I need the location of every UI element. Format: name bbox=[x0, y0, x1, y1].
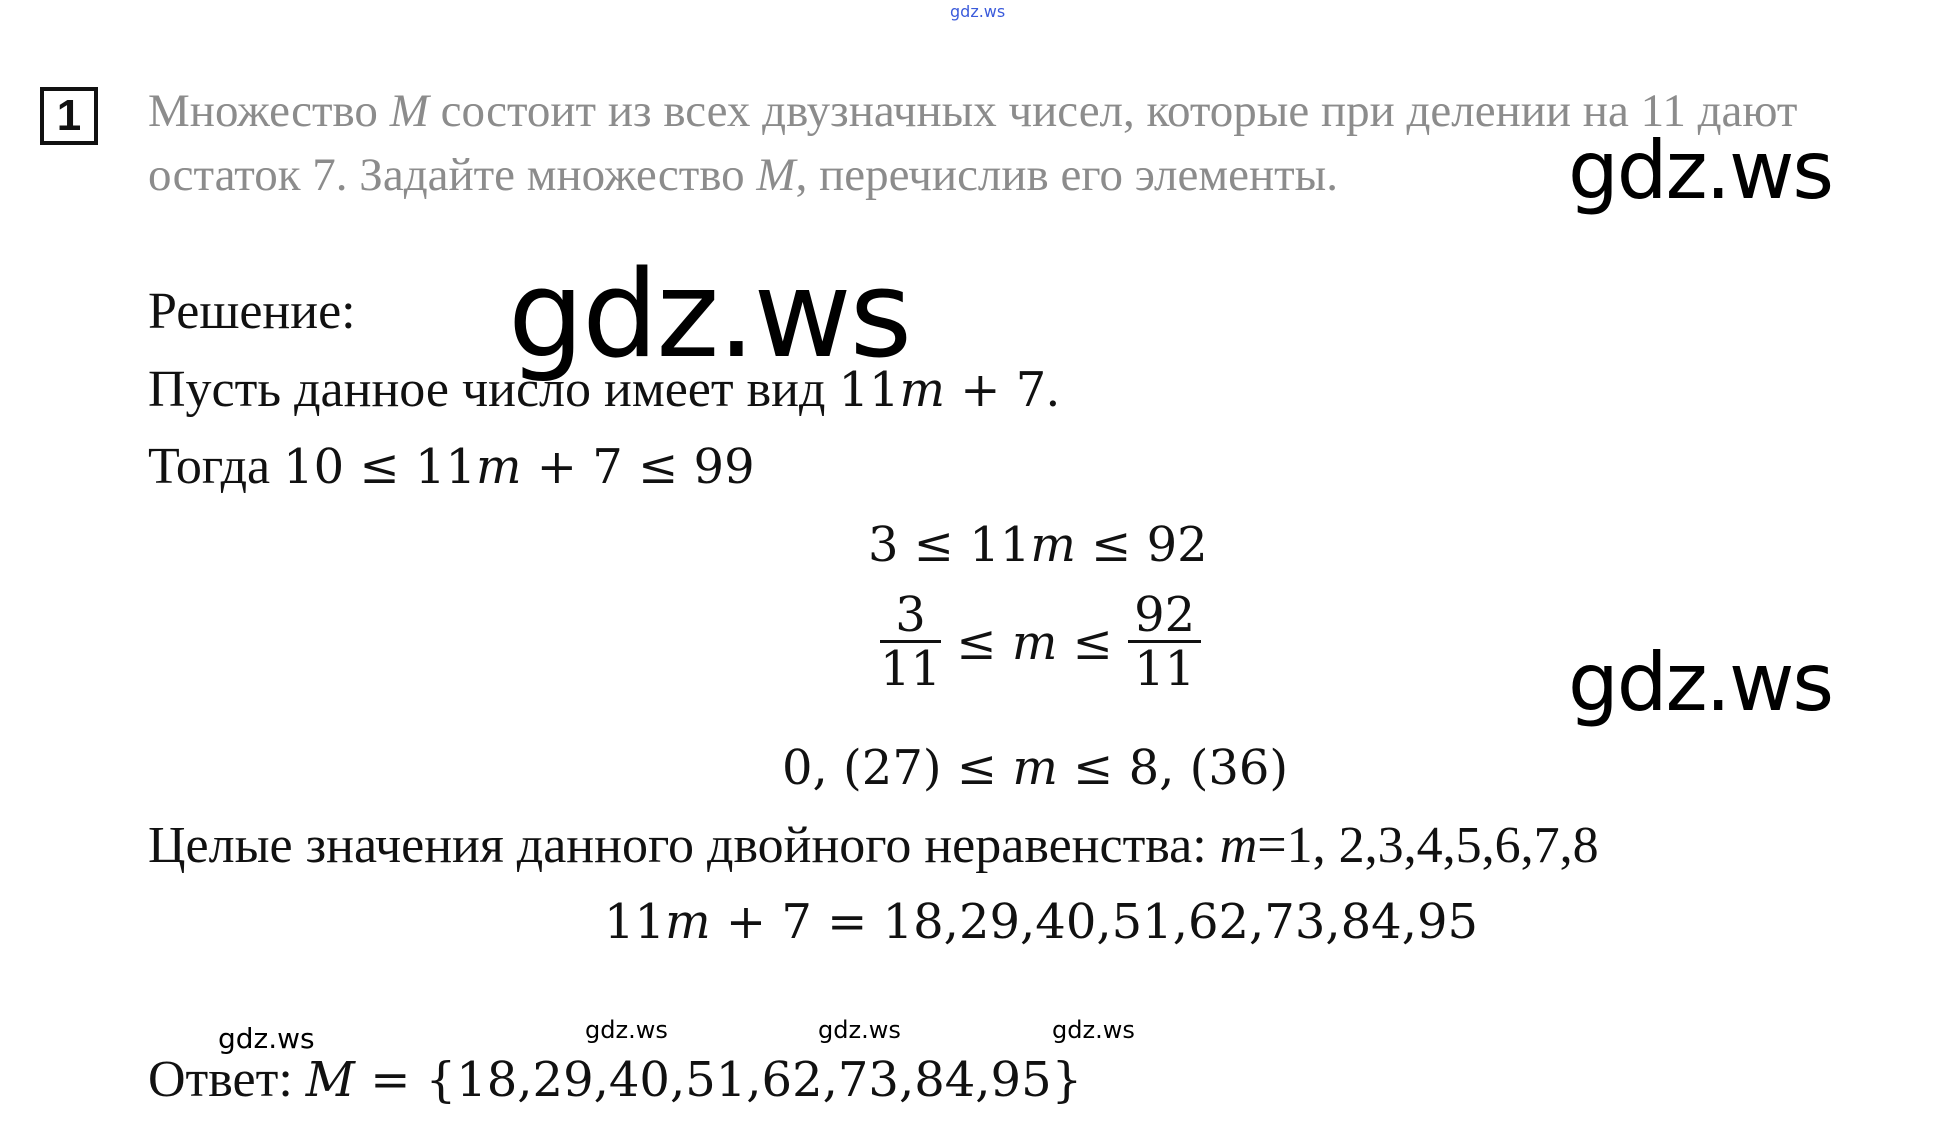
watermark-small: gdz.ws bbox=[218, 1022, 315, 1055]
inequality-1: 3 ≤ 11𝑚 ≤ 92 bbox=[868, 517, 1208, 573]
solution-text: Целые значения данного двойного неравенства: bbox=[148, 817, 1220, 874]
task-text: Множество bbox=[148, 85, 390, 137]
watermark-large: gdz.ws bbox=[508, 246, 911, 385]
fraction-denominator: 11 bbox=[1134, 641, 1196, 698]
task-line-2 bbox=[148, 148, 1338, 202]
values-line: 11𝑚 + 7 = 18,29,40,51,62,73,84,95 bbox=[604, 894, 1479, 950]
solution-heading: Решение: bbox=[148, 283, 356, 340]
solution-line-2 bbox=[148, 437, 755, 496]
fraction-left bbox=[880, 587, 942, 698]
task-line-1 bbox=[148, 84, 1797, 138]
solution-text: Тогда bbox=[148, 438, 284, 495]
solution-text: Пусть данное число имеет вид bbox=[148, 361, 839, 418]
solution-line-1 bbox=[148, 360, 1059, 419]
fraction-right bbox=[1128, 587, 1201, 698]
fraction-middle: ≤ 𝑚 ≤ bbox=[941, 615, 1129, 672]
task-text: , перечислив его элементы. bbox=[795, 149, 1338, 201]
answer-line bbox=[148, 1050, 1082, 1109]
math-expression: 10 ≤ 11𝑚 + 7 ≤ 99 bbox=[283, 439, 755, 495]
integer-values: =1, 2,3,4,5,6,7,8 bbox=[1257, 817, 1599, 874]
answer-label: Ответ: bbox=[148, 1051, 306, 1108]
answer-math: 𝑀 = {18,29,40,51,62,73,84,95} bbox=[305, 1052, 1083, 1108]
task-var: M bbox=[389, 85, 429, 137]
variable-m: m bbox=[1219, 817, 1258, 874]
watermark-top: gdz.ws bbox=[950, 2, 1006, 21]
task-text: остаток 7. Задайте множество bbox=[148, 149, 757, 201]
task-text: состоит из всех двузначных чисел, которые при делении на 11 дают bbox=[428, 85, 1798, 137]
task-number-box bbox=[40, 87, 98, 145]
fraction-numerator: 3 bbox=[880, 590, 941, 643]
math-expression: 11𝑚 + 7 bbox=[838, 362, 1047, 418]
watermark-small: gdz.ws bbox=[818, 1016, 901, 1044]
fraction-numerator: 92 bbox=[1128, 590, 1201, 643]
task-number: 1 bbox=[56, 91, 82, 140]
fraction-denominator: 11 bbox=[880, 641, 942, 698]
fraction-inequality bbox=[880, 587, 1201, 698]
watermark-small: gdz.ws bbox=[1052, 1016, 1135, 1044]
integer-values-line bbox=[148, 816, 1599, 875]
inequality-3: 0, (27) ≤ 𝑚 ≤ 8, (36) bbox=[782, 740, 1289, 796]
solution-text: . bbox=[1046, 361, 1060, 418]
watermark-small: gdz.ws bbox=[585, 1016, 668, 1044]
task-var: M bbox=[756, 149, 796, 201]
watermark-large: gdz.ws bbox=[1568, 636, 1833, 729]
watermark-large: gdz.ws bbox=[1568, 124, 1833, 217]
